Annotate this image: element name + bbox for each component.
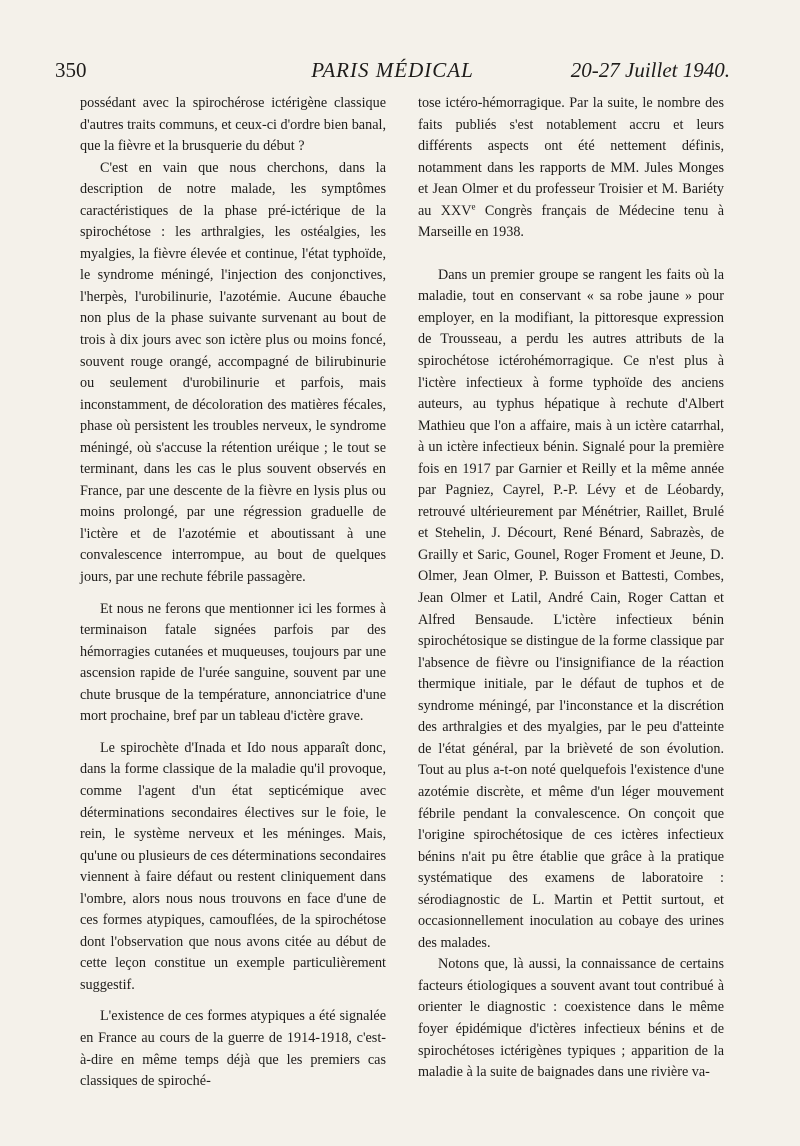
page-header	[55, 58, 730, 88]
right-paragraph-1-end: Congrès français de Médecine tenu à Marseille en 1938.	[418, 202, 724, 241]
right-paragraph-1-text: tose ictéro-hémorragique. Par la suite, le nombre des faits publiés s'est notablement accru et leurs différents aspects ont été nettement définis, notamment dans les rapports de MM. Jules Monges et Jean Olmer et du professeur Troisier et M. Bariéty au XXV	[418, 95, 724, 219]
right-paragraph-2: Dans un premier groupe se rangent les faits où la maladie, tout en conservant « sa robe jaune » pour employer, en la modifiant, la pittoresque expression de Trousseau, a perdu les autres attributs de la spirochétose ictérohémorragique. Ce n'est plus à l'ictère infectieux à forme typhoïde des anciens auteurs, au typhus hépatique à rechute d'Albert Mathieu que l'on a affaire, mais à un ictère catarrhal, à un ictère infectieux bénin. Signalé pour la première fois en 1917 par Garnier et Reilly et la même année par Pagniez, Cayrel, P.-P. Lévy et de Léobardy, retrouvé ultérieurement par Ménétrier, Raillet, Brulé et Stehelin, J. Décourt, René Bénard, Sabrazès, de Grailly et Saric, Gounel, Roger Froment et Jeune, D. Olmer, Jean Olmer, P. Buisson et Battesti, Combes, Jean Olmer et Latil, André Cain, Roger Cattan et Alfred Bensaude. L'ictère infectieux bénin spirochétosique se distingue de la forme classique par l'absence de fièvre ou l'insignifiance de la réaction thermique initiale, par le défaut de tuphos et de syndrome méningé, par l'inconstance et la discrétion des arthralgies et des myalgies, par le peu d'atteinte de l'état général, par la brièveté de son évolution. Tout au plus a-t-on noté quelquefois l'existence d'une azotémie discrète, et même d'un léger mouvement fébrile pendant la convalescence. On conçoit que l'origine spirochétosique de ces ictères infectieux bénins n'ait pu être établie que grâce à la pratique systématique des examens de laboratoire : sérodiagnostic de L. Martin et Pettit surtout, et occasionnellement inoculation au cobaye des urines des malades.	[418, 266, 724, 951]
left-paragraph-3: Et nous ne ferons que mentionner ici les formes à terminaison fatale signées parfois par des hémorragies cutanées et muqueuses, toujours par une ascension rapide de l'urée sanguine, souvent par une chute brusque de la température, annonciatrice d'une mort prochaine, bref par un tableau d'ictère grave.	[80, 600, 386, 725]
page-number: 350	[55, 58, 87, 82]
left-paragraph-4: Le spirochète d'Inada et Ido nous apparaît donc, dans la forme classique de la maladie qu'il provoque, comme l'agent d'un état septicémique avec déterminations secondaires électives sur le foie, le rein, le système nerveux et les méninges. Mais, qu'une ou plusieurs de ces déterminations secondaires viennent à faire défaut ou restent cliniquement dans l'ombre, alors nous nous trouvons en face d'une de ces formes atypiques, camouflées, de la spirochétose dont l'observation que nous avons citée au début de cette leçon constitue un exemple particulièrement suggestif.	[80, 739, 386, 993]
right-paragraph-3: Notons que, là aussi, la connaissance de certains facteurs étiologiques a souvent avant tout contribué à orienter le diagnostic : coexistence dans le même foyer épidémique d'ictères infectieux bénins et de spirochétoses ictérigènes typiques ; apparition de la maladie à la suite de baignades dans une rivière va-	[418, 956, 724, 1081]
journal-title: PARIS MÉDICAL	[311, 58, 474, 82]
issue-date: 20-27 Juillet 1940.	[570, 58, 730, 82]
left-column	[80, 93, 386, 1093]
left-paragraph-1: possédant avec la spirochérose ictérigène classique d'autres traits communs, et ceux-ci d'ordre bien banal, que la fièvre et la brusquerie du début ?	[80, 95, 386, 155]
right-paragraph-1	[418, 93, 724, 244]
superscript-e: e	[471, 201, 476, 211]
right-column	[418, 93, 724, 1084]
left-paragraph-5: L'existence de ces formes atypiques a été signalée en France au cours de la guerre de 1914-1918, c'est-à-dire en même temps déjà que les premiers cas classiques de spiroché-	[80, 1008, 386, 1090]
left-paragraph-2: C'est en vain que nous cherchons, dans la description de notre malade, les symptômes caractéristiques de la phase pré-ictérique de la spirochétose : les arthralgies, les ostéalgies, les myalgies, la fièvre élevée et continue, l'état typhoïde, le syndrome méningé, l'injection des conjonctives, l'herpès, l'urobilinurie, l'azotémie. Aucune ébauche non plus de la phase suivante survenant au bout de trois à dix jours avec son ictère plus ou moins foncé, souvent rouge orangé, accompagné de bilirubinurie ou seulement d'urobilinurie et parfois, mais inconstamment, de décoloration des matières fécales, phase où persistent les troubles nerveux, le syndrome méningé, où s'accuse la rétention uréique ; le tout se terminant, dans les cas le plus souvent observés en France, par une descente de la fièvre en lysis plus ou moins prolongé, par une régression graduelle de l'ictère et de l'azotémie et aboutissant à une convalescence interrompue, au bout de quelques jours, par une rechute fébrile passagère.	[80, 159, 386, 586]
